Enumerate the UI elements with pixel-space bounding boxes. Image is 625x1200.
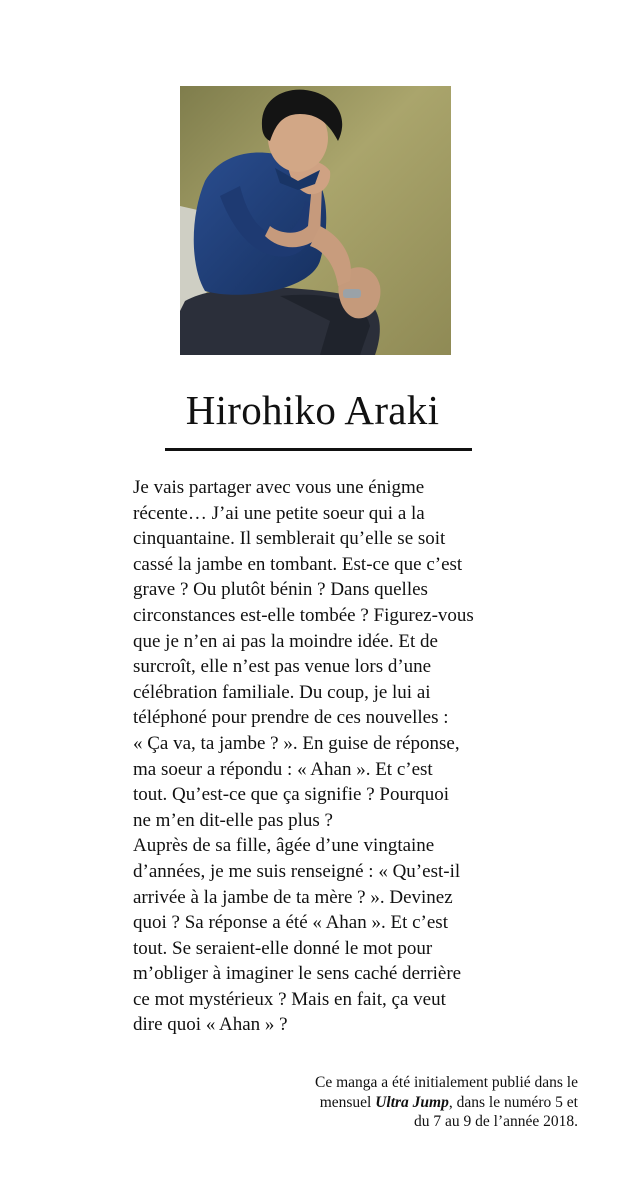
magazine-title: Ultra Jump: [375, 1093, 449, 1111]
text-line: arrivée à la jambe de ta mère ? ». Devinez: [133, 886, 453, 908]
author-portrait-illustration: [180, 86, 451, 355]
credit-line-1: Ce manga a été initialement publié dans le: [315, 1074, 578, 1091]
text-line: ma soeur a répondu : « Ahan ». Et c’est: [133, 758, 433, 780]
text-line: grave ? Ou plutôt bénin ? Dans quelles: [133, 579, 428, 601]
text-line: ce mot mystérieux ? Mais en fait, ça veut: [133, 988, 446, 1010]
text-line: récente… J’ai une petite soeur qui a la: [133, 502, 425, 524]
credit-line-2-start: mensuel: [319, 1093, 376, 1111]
credit-line-2: [198, 1093, 578, 1113]
text-line: tout. Qu’est-ce que ça signifie ? Pourquoi: [133, 784, 450, 806]
text-line: Auprès de sa fille, âgée d’une vingtaine: [133, 835, 435, 857]
title-underline: [165, 448, 472, 451]
text-line: téléphoné pour prendre de ces nouvelles :: [133, 707, 449, 729]
credit-line-2-end: , dans le numéro 5 et: [448, 1093, 578, 1111]
text-line: tout. Se seraient-elle donné le mot pour: [133, 937, 433, 959]
paragraph-1: [133, 475, 533, 833]
text-line: circonstances est-elle tombée ? Figurez-vous: [133, 604, 474, 626]
text-line: dire quoi « Ahan » ?: [133, 1014, 288, 1036]
text-line: cassé la jambe en tombant. Est-ce que c’est: [133, 553, 463, 575]
text-line: que je n’en ai pas la moindre idée. Et de: [133, 630, 438, 652]
text-line: surcroît, elle n’est pas venue lors d’une: [133, 656, 432, 678]
text-line: m’obliger à imaginer le sens caché derrière: [133, 963, 462, 985]
author-name: Hirohiko Araki: [185, 387, 440, 433]
text-line: d’années, je me suis renseigné : « Qu’est-il: [133, 860, 461, 882]
credit-line-3: du 7 au 9 de l’année 2018.: [414, 1113, 578, 1130]
author-photo: [180, 86, 451, 355]
text-line: « Ça va, ta jambe ? ». En guise de réponse,: [133, 732, 460, 754]
author-note: [133, 475, 533, 1038]
text-line: ne m’en dit-elle pas plus ?: [133, 809, 333, 831]
text-line: cinquantaine. Il semblerait qu’elle se soit: [133, 528, 446, 550]
text-line: célébration familiale. Du coup, je lui ai: [133, 681, 431, 703]
publication-credit: [198, 1073, 578, 1132]
paragraph-2: [133, 833, 533, 1038]
text-line: quoi ? Sa réponse a été « Ahan ». Et c’est: [133, 912, 448, 934]
text-line: Je vais partager avec vous une énigme: [133, 477, 425, 498]
